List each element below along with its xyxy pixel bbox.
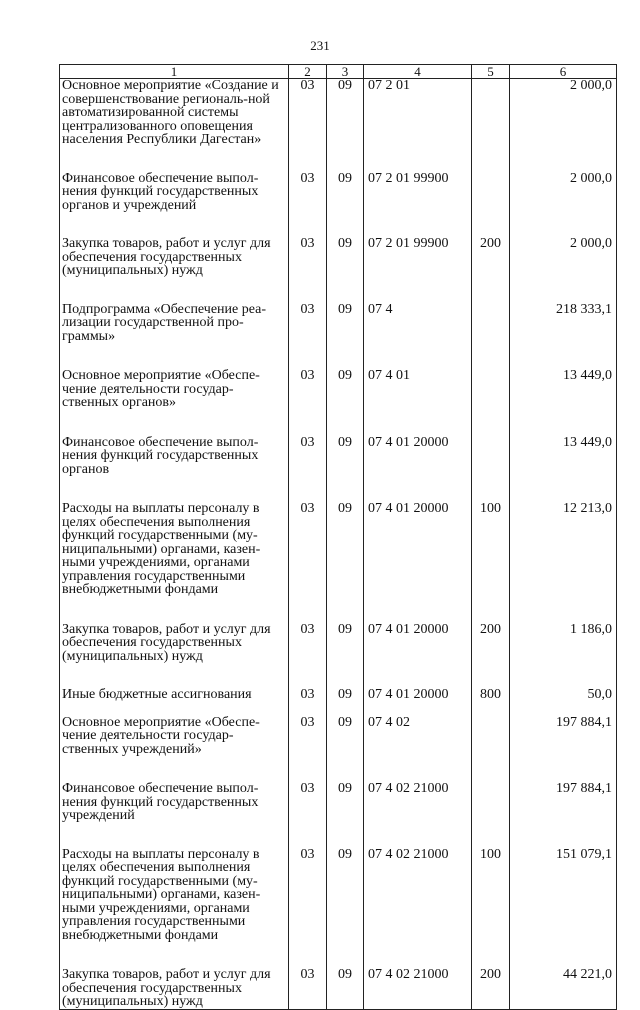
row-expense-type-code [472,436,510,503]
row-section-code: 03 [289,716,327,783]
row-amount: 1 186,0 [510,623,617,689]
budget-table [59,64,617,1010]
row-subsection-code: 09 [327,502,364,623]
row-expense-type-code: 200 [472,968,510,1009]
row-expense-type-code: 200 [472,623,510,689]
row-name: Финансовое обеспечение выпол-нения функций государственных органов [60,436,289,503]
row-amount: 44 221,0 [510,968,617,1009]
row-subsection-code: 09 [327,436,364,503]
row-name: Подпрограмма «Обеспечение реа-лизации государственной про-граммы» [60,303,289,370]
row-amount: 197 884,1 [510,782,617,848]
row-subsection-code: 09 [327,716,364,783]
row-subsection-code: 09 [327,782,364,848]
row-name: Основное мероприятие «Обеспе-чение деятельности государ-ственных учреждений» [60,716,289,783]
table-row [60,369,617,436]
column-header-subsection: 3 [327,65,364,79]
row-expense-type-code: 100 [472,502,510,623]
row-subsection-code: 09 [327,79,364,172]
row-expense-type-code [472,782,510,848]
table-row [60,716,617,783]
page-number: 231 [310,38,330,53]
column-header-name: 1 [60,65,289,79]
row-target-article-code: 07 4 02 21000 [364,968,472,1009]
row-expense-type-code [472,172,510,238]
row-name: Финансовое обеспечение выпол-нения функций государственных органов и учреждений [60,172,289,238]
row-target-article-code: 07 4 01 20000 [364,436,472,503]
table-row [60,623,617,689]
row-subsection-code: 09 [327,237,364,303]
table-row [60,303,617,370]
column-header-section: 2 [289,65,327,79]
row-name: Иные бюджетные ассигнования [60,688,289,716]
row-expense-type-code: 800 [472,688,510,716]
row-amount: 2 000,0 [510,79,617,172]
row-section-code: 03 [289,623,327,689]
table-row [60,782,617,848]
row-subsection-code: 09 [327,172,364,238]
row-section-code: 03 [289,688,327,716]
row-name: Финансовое обеспечение выпол-нения функций государственных учреждений [60,782,289,848]
row-subsection-code: 09 [327,623,364,689]
row-amount: 13 449,0 [510,369,617,436]
table-row [60,172,617,238]
row-amount: 2 000,0 [510,237,617,303]
row-section-code: 03 [289,172,327,238]
row-amount: 2 000,0 [510,172,617,238]
row-target-article-code: 07 4 [364,303,472,370]
row-expense-type-code: 100 [472,848,510,969]
column-header-amount: 6 [510,65,617,79]
row-section-code: 03 [289,782,327,848]
row-target-article-code: 07 4 01 [364,369,472,436]
row-section-code: 03 [289,369,327,436]
row-amount: 12 213,0 [510,502,617,623]
row-target-article-code: 07 4 02 21000 [364,848,472,969]
column-header-expense-type: 5 [472,65,510,79]
row-expense-type-code [472,79,510,172]
table-row [60,502,617,623]
row-name: Расходы на выплаты персоналу в целях обеспечения выполнения функций государственными (му-ниципальными) органами, казен-ными учреждениями, органами управления государственными внебюджетными фондами [60,502,289,623]
row-target-article-code: 07 4 01 20000 [364,688,472,716]
row-section-code: 03 [289,303,327,370]
row-subsection-code: 09 [327,968,364,1009]
row-section-code: 03 [289,237,327,303]
row-target-article-code: 07 4 01 20000 [364,623,472,689]
row-subsection-code: 09 [327,688,364,716]
row-expense-type-code [472,303,510,370]
row-expense-type-code [472,716,510,783]
row-subsection-code: 09 [327,303,364,370]
row-section-code: 03 [289,79,327,172]
table-row [60,848,617,969]
row-amount: 218 333,1 [510,303,617,370]
row-name: Закупка товаров, работ и услуг для обеспечения государственных (муниципальных) нужд [60,623,289,689]
header-row [60,65,617,79]
table-row [60,79,617,172]
table-row [60,968,617,1009]
row-expense-type-code: 200 [472,237,510,303]
table-row [60,688,617,716]
row-expense-type-code [472,369,510,436]
table-row [60,237,617,303]
row-subsection-code: 09 [327,369,364,436]
row-name: Основное мероприятие «Обеспе-чение деятельности государ-ственных органов» [60,369,289,436]
row-target-article-code: 07 4 02 [364,716,472,783]
row-target-article-code: 07 2 01 99900 [364,237,472,303]
row-amount: 50,0 [510,688,617,716]
row-name: Расходы на выплаты персоналу в целях обеспечения выполнения функций государственными (му-ниципальными) органами, казен-ными учреждениями, органами управления государственными внебюджетными фондами [60,848,289,969]
row-target-article-code: 07 4 02 21000 [364,782,472,848]
row-section-code: 03 [289,968,327,1009]
row-name: Закупка товаров, работ и услуг для обеспечения государственных (муниципальных) нужд [60,237,289,303]
row-target-article-code: 07 4 01 20000 [364,502,472,623]
row-name: Основное мероприятие «Создание и совершенствование региональ-ной автоматизированной системы централизованного оповещения населения Республики Дагестан» [60,79,289,172]
row-section-code: 03 [289,436,327,503]
row-name: Закупка товаров, работ и услуг для обеспечения государственных (муниципальных) нужд [60,968,289,1009]
column-header-target-article: 4 [364,65,472,79]
row-amount: 197 884,1 [510,716,617,783]
row-amount: 13 449,0 [510,436,617,503]
table-row [60,436,617,503]
row-amount: 151 079,1 [510,848,617,969]
row-subsection-code: 09 [327,848,364,969]
row-section-code: 03 [289,502,327,623]
row-section-code: 03 [289,848,327,969]
row-target-article-code: 07 2 01 [364,79,472,172]
row-target-article-code: 07 2 01 99900 [364,172,472,238]
table-body [60,79,617,1010]
